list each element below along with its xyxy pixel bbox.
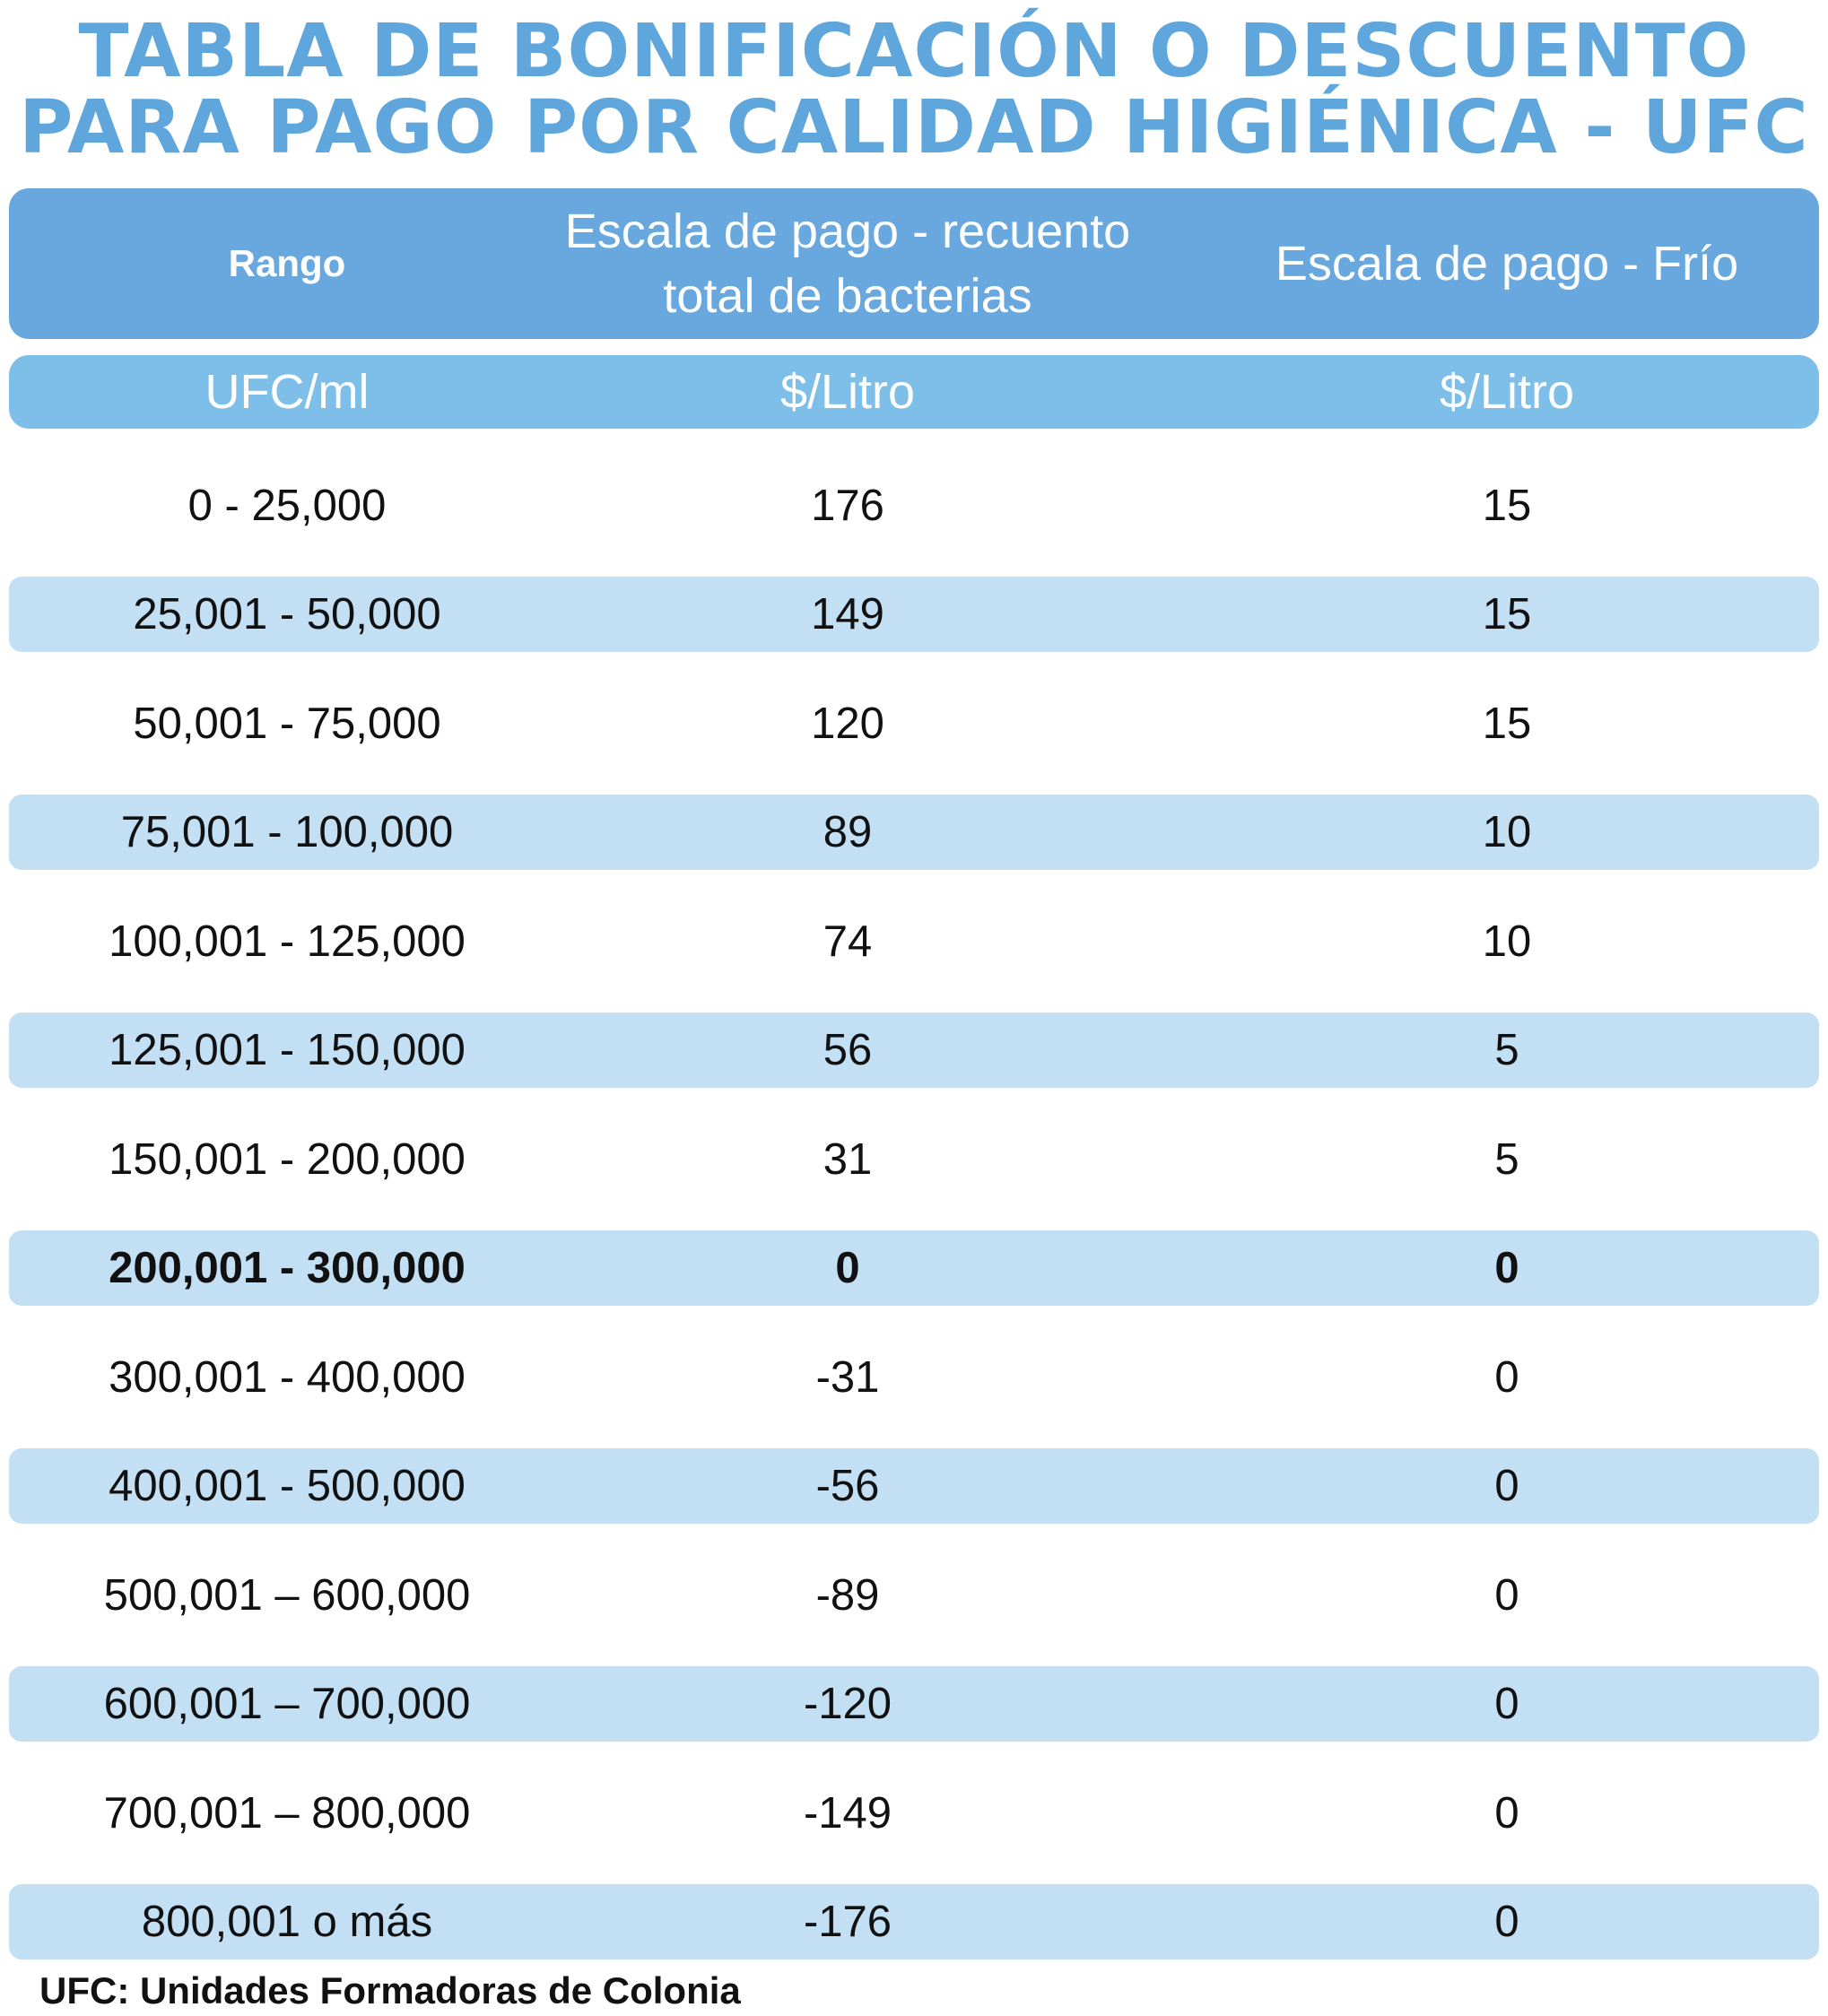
bacteria-pay-cell: 89 [823,808,873,856]
range-cell: 150,001 - 200,000 [109,1135,466,1184]
cold-pay-cell: 5 [1494,1135,1519,1184]
bacteria-pay-cell: -149 [803,1789,892,1838]
unit-ufc-ml: UFC/ml [205,365,370,419]
header-range: Rango [228,242,346,284]
header-bacteria-pay-scale: Escala de pago - recuento total de bacterias [564,204,1131,323]
table-row [9,1448,1819,1524]
unit-pesos-litro-cold: $/Litro [1439,365,1575,419]
range-cell: 300,001 - 400,000 [109,1353,466,1402]
table-row-neutral [9,1230,1819,1306]
table-row [9,1340,1819,1415]
table-row [9,686,1819,761]
bacteria-pay-cell: 149 [811,590,884,639]
range-cell: 600,001 – 700,000 [103,1680,471,1728]
table-row [9,904,1819,979]
bacteria-pay-cell: -120 [803,1680,892,1728]
bacteria-pay-cell: 120 [811,700,884,748]
cold-pay-cell: 10 [1482,917,1532,966]
range-cell: 700,001 – 800,000 [103,1789,471,1838]
range-cell: 200,001 - 300,000 [109,1244,466,1292]
bacteria-pay-cell: 0 [835,1244,860,1292]
cold-pay-cell: 0 [1494,1571,1519,1620]
footnote: UFC: Unidades Formadoras de Colonia [39,1969,741,2012]
table-row [9,1776,1819,1851]
header-cold-pay-scale: Escala de pago - Frío [1275,237,1739,291]
bacteria-pay-cell: 56 [823,1026,873,1074]
cold-pay-cell: 10 [1482,808,1532,856]
range-cell: 800,001 o más [141,1898,433,1946]
unit-pesos-litro-bacteria: $/Litro [779,365,916,419]
cold-pay-cell: 15 [1482,700,1532,748]
bacteria-pay-cell: -31 [815,1353,880,1402]
bacteria-pay-cell: 176 [811,482,884,530]
range-cell: 75,001 - 100,000 [120,808,454,856]
cold-pay-cell: 0 [1494,1462,1519,1510]
range-cell: 400,001 - 500,000 [109,1462,466,1510]
range-cell: 500,001 – 600,000 [103,1571,471,1620]
bacteria-pay-cell: 31 [823,1135,873,1184]
table-row [9,468,1819,543]
cold-pay-cell: 15 [1482,590,1532,639]
range-cell: 100,001 - 125,000 [109,917,466,966]
cold-pay-cell: 15 [1482,482,1532,530]
table-row [9,1012,1819,1088]
table-header [9,188,1819,339]
cold-pay-cell: 0 [1494,1789,1519,1838]
cold-pay-cell: 5 [1494,1026,1519,1074]
table-title-line-2: PARA PAGO POR CALIDAD HIGIÉNICA - UFC [19,85,1809,170]
bacteria-pay-cell: 74 [823,917,873,966]
table-row [9,577,1819,652]
range-cell: 0 - 25,000 [187,482,387,530]
cold-pay-cell: 0 [1494,1353,1519,1402]
table-row [9,1666,1819,1742]
units-header [9,355,1819,429]
table-title-line-1: TABLA DE BONIFICACIÓN O DESCUENTO [78,9,1750,94]
table-row [9,1558,1819,1633]
cold-pay-cell: 0 [1494,1244,1519,1292]
bacteria-pay-cell: -89 [815,1571,880,1620]
range-cell: 25,001 - 50,000 [133,590,441,639]
bacteria-pay-cell: -176 [803,1898,892,1946]
bacteria-pay-cell: -56 [815,1462,880,1510]
range-cell: 125,001 - 150,000 [109,1026,466,1074]
table-row [9,1884,1819,1960]
cold-pay-cell: 0 [1494,1898,1519,1946]
cold-pay-cell: 0 [1494,1680,1519,1728]
range-cell: 50,001 - 75,000 [133,700,441,748]
table-row [9,1122,1819,1197]
table-row [9,795,1819,870]
